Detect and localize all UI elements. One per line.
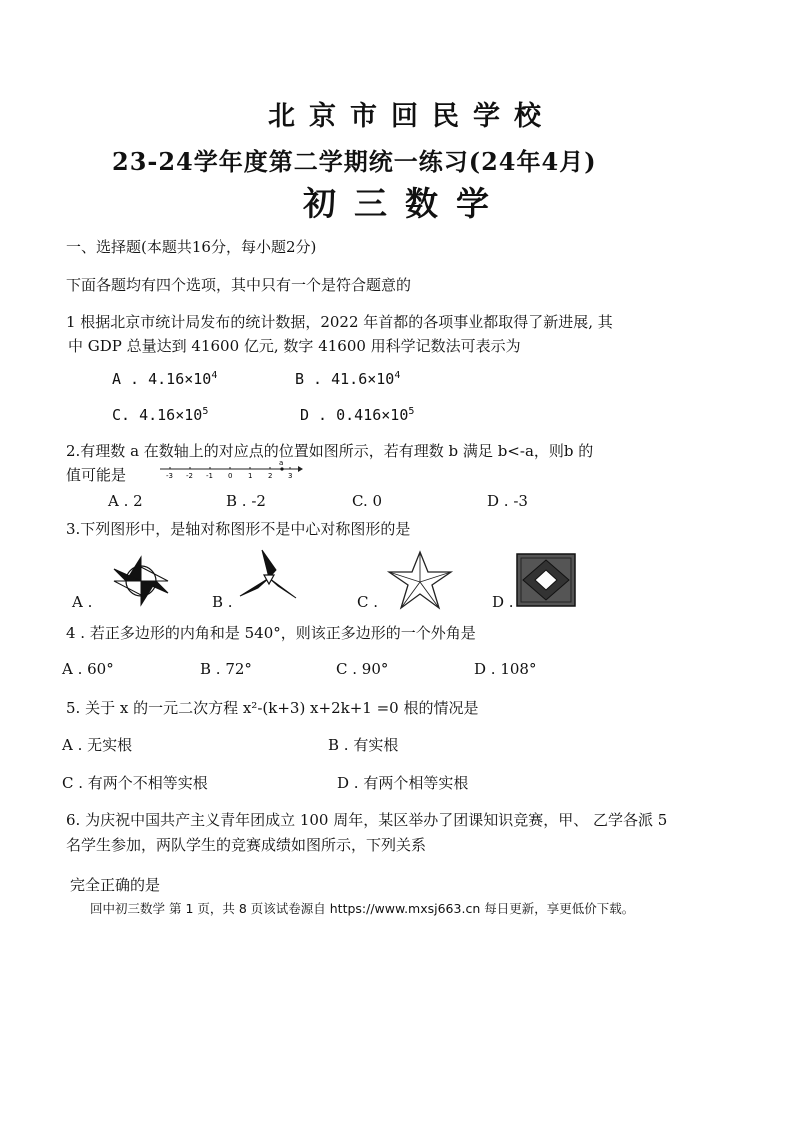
q4-option-a: A . 60° (62, 660, 114, 678)
q5-option-d: D . 有两个相等实根 (337, 774, 469, 792)
q2-line2: 值可能是 (66, 466, 127, 484)
square-pattern-figure (515, 552, 577, 608)
q5-option-a: A . 无实根 (62, 736, 133, 754)
subject-title: 初三数学 (303, 184, 507, 223)
q1-option-c: C. $4.16\times 10^5$ (112, 406, 209, 424)
q3-label-d: D . (492, 593, 514, 611)
q1-option-d: D . $0.416\times 10^5$ (300, 406, 415, 424)
q2-option-d: D . -3 (487, 492, 528, 510)
term-title: 23-24学年度第二学期统一练习(24年4月) (112, 147, 597, 176)
axis-tick-label: 1 (248, 472, 253, 480)
q6-line3: 完全正确的是 (70, 876, 161, 894)
q3-label-c: C . (357, 593, 379, 611)
school-title: 北京市回民学校 (268, 101, 555, 132)
number-line-figure (158, 458, 303, 480)
q5-option-c: C . 有两个不相等实根 (62, 774, 208, 792)
q4-line1: 4 . 若正多边形的内角和是 540°，则该正多边形的一个外角是 (66, 624, 476, 642)
star-figure (385, 550, 455, 610)
q3-line1: 3.下列图形中，是轴对称图形不是中心对称图形的是 (66, 520, 411, 538)
q4-option-b: B . 72° (200, 660, 252, 678)
q3-label-b: B . (212, 593, 233, 611)
q4-option-d: D . 108° (474, 660, 537, 678)
q2-option-c: C. 0 (352, 492, 383, 510)
section-title: 一、选择题(本题共16分，每小题2分) (66, 238, 317, 256)
q1-option-b: B . $41.6\times 10^4$ (295, 370, 401, 388)
section-instruction: 下面各题均有四个选项，其中只有一个是符合题意的 (66, 276, 412, 294)
q6-line2: 名学生参加，两队学生的竞赛成绩如图所示，下列关系 (66, 836, 427, 854)
q1-line2: 中 GDP 总量达到 41600 亿元, 数字 41600 用科学记数法可表示为 (68, 337, 521, 355)
q2-option-a: A . 2 (108, 492, 143, 510)
point-a-label: a (279, 459, 284, 467)
page-footer: 回中初三数学 第 1 页，共 8 页该试卷源自 https://www.mxsj663.cn 每日更新，享更低价下载。 (90, 901, 635, 916)
point-a-marker (280, 467, 283, 470)
axis-tick-label: -1 (206, 472, 213, 480)
propeller-figure (238, 548, 300, 606)
q4-option-c: C . 90° (336, 660, 389, 678)
axis-tick-label: 3 (288, 472, 293, 480)
axis-tick-label: 0 (228, 472, 233, 480)
axis-tick-label: -3 (166, 472, 173, 480)
q1-line1: 1 根据北京市统计局发布的统计数据，2022 年首都的各项事业都取得了新进展, 其 (66, 313, 613, 331)
q5-line1: 5. 关于 x 的一元二次方程 x²-(k+3) x+2k+1 =0 根的情况是 (66, 699, 479, 717)
axis-tick-label: -2 (186, 472, 193, 480)
q2-line1: 2.有理数 a 在数轴上的对应点的位置如图所示，若有理数 b 满足 b<-a，则b 的 (66, 442, 594, 460)
pinwheel-figure (106, 553, 176, 609)
q5-option-b: B . 有实根 (328, 736, 399, 754)
axis-tick-label: 2 (268, 472, 273, 480)
q3-label-a: A . (72, 593, 93, 611)
q6-line1: 6. 为庆祝中国共产主义青年团成立 100 周年，某区举办了团课知识竞赛，甲、 乙学各派 5 (66, 811, 668, 829)
q1-option-a: A . $4.16\times 10^4$ (112, 370, 218, 388)
q2-option-b: B . -2 (226, 492, 266, 510)
